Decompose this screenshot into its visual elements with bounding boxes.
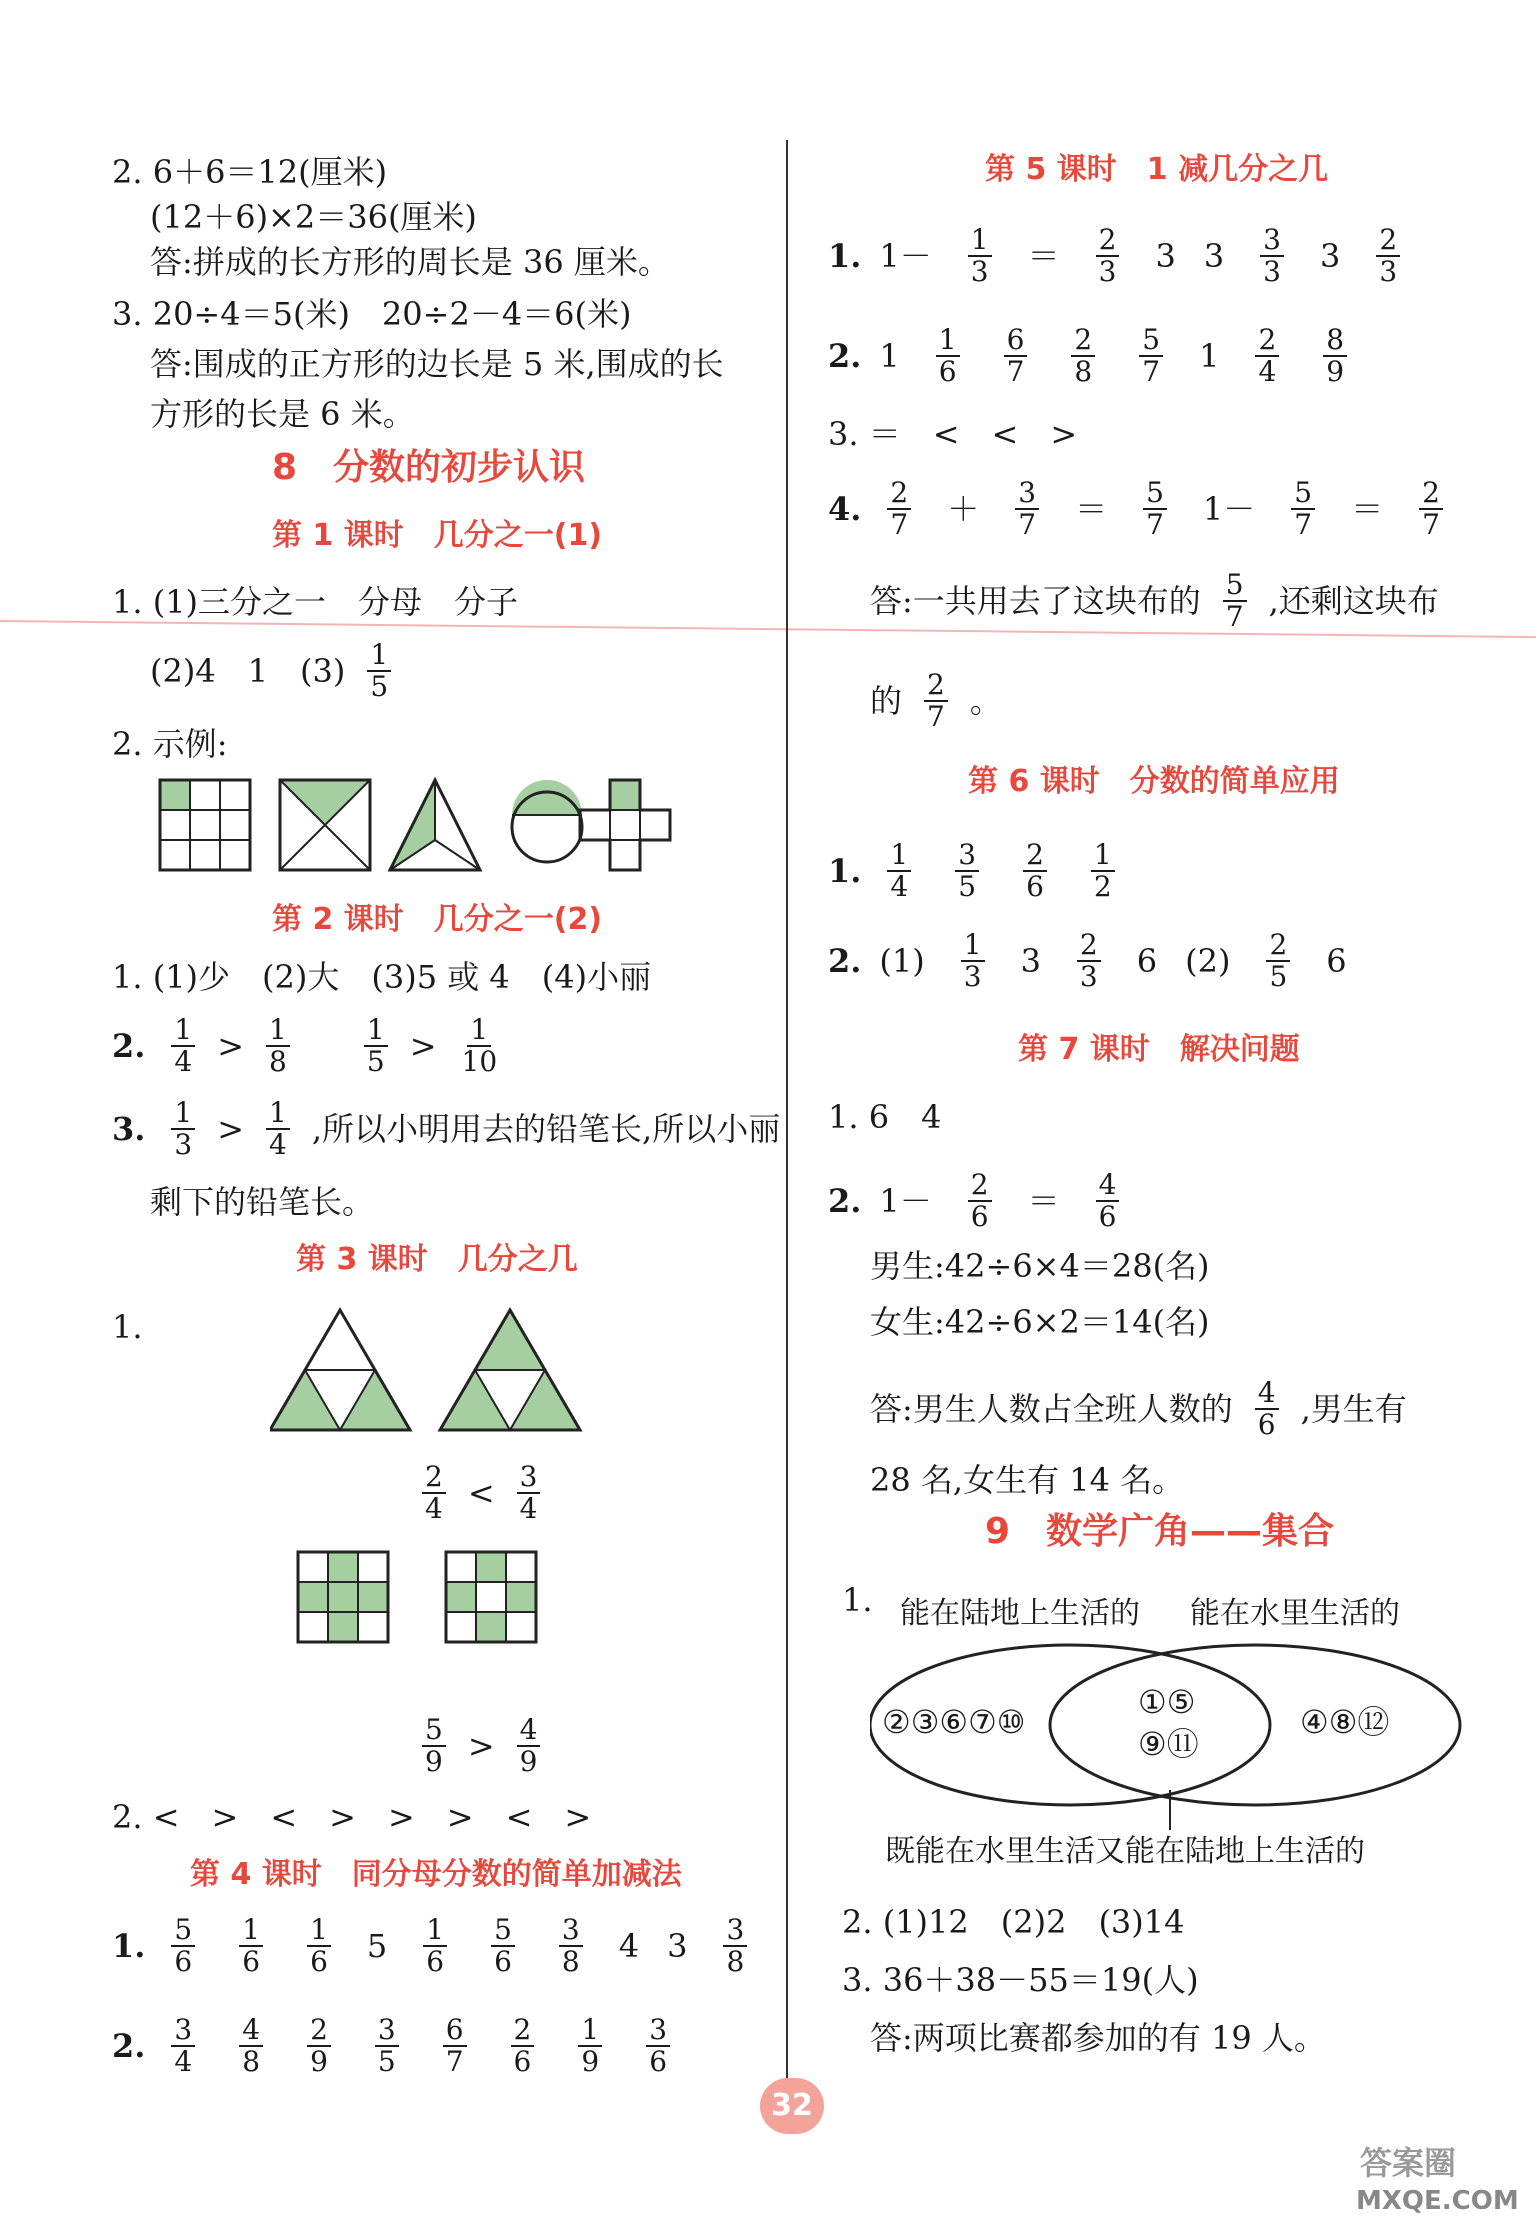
answer-text: ,男生有 xyxy=(1300,1390,1407,1428)
grid-four-ninths xyxy=(446,1552,536,1642)
answer-line: 3. ＝ < < > xyxy=(828,415,1078,453)
denominator: 4 xyxy=(890,870,909,903)
answer-value: 1－ xyxy=(879,237,932,275)
numerator: 3 xyxy=(646,2015,670,2047)
answer-line: 答:两项比赛都参加的有 19 人。 xyxy=(870,2019,1326,2057)
denominator: 6 xyxy=(513,2045,532,2078)
numerator: 1 xyxy=(307,1915,331,1947)
answer-line: 女生:42÷6×2＝14(名) xyxy=(870,1303,1210,1341)
fraction xyxy=(1419,478,1443,540)
answer-line xyxy=(828,325,1369,387)
question-number: 2. xyxy=(828,1182,862,1220)
venn-left-label: 能在陆地上生活的 xyxy=(900,1596,1140,1631)
denominator: 6 xyxy=(494,1945,512,1978)
denominator: 7 xyxy=(1225,600,1244,633)
denominator: 7 xyxy=(890,508,909,541)
split-triangle xyxy=(390,780,480,870)
fraction xyxy=(1255,325,1279,387)
fraction xyxy=(559,1915,583,1977)
unit-title: 8 分数的初步认识 xyxy=(272,447,586,488)
numerator: 3 xyxy=(723,1915,747,1947)
denominator: 7 xyxy=(1422,508,1440,541)
answer-value: (1) xyxy=(879,942,925,980)
greater-than-sign: > xyxy=(409,1027,437,1065)
numerator: 2 xyxy=(1266,930,1290,962)
answer-value: 1 xyxy=(879,337,900,375)
denominator: 6 xyxy=(1098,1200,1117,1233)
answer-line: 男生:42÷6×4＝28(名) xyxy=(870,1247,1210,1285)
fraction xyxy=(367,640,391,702)
fraction xyxy=(646,2015,670,2077)
question-number: 3. xyxy=(112,1110,146,1148)
greater-than-sign: > xyxy=(217,1027,245,1065)
numerator: 1 xyxy=(239,1915,263,1947)
lesson-title: 第 4 课时 同分母分数的简单加减法 xyxy=(190,1857,682,1892)
numerator: 2 xyxy=(1376,225,1400,257)
answer-line xyxy=(828,478,1465,540)
denominator: 7 xyxy=(1006,355,1025,388)
numerator: 6 xyxy=(1004,325,1028,357)
numerator: 2 xyxy=(968,1170,992,1202)
denominator: 3 xyxy=(963,960,982,993)
greater-than-sign: > xyxy=(217,1110,245,1148)
numerator: 4 xyxy=(239,2015,263,2047)
fraction xyxy=(239,2015,263,2077)
numerator: 1 xyxy=(423,1915,447,1947)
comparison xyxy=(400,1462,562,1524)
answer-line: 答:拼成的长方形的周长是 36 厘米。 xyxy=(150,243,670,281)
fraction xyxy=(1091,840,1115,902)
fraction xyxy=(511,2015,535,2077)
fraction xyxy=(422,1715,446,1777)
answer-line xyxy=(828,1170,1141,1232)
answer-line: 3. 20÷4＝5(米) 20÷2－4＝6(米) xyxy=(112,295,632,333)
question-number: 1. xyxy=(112,1927,146,1965)
denominator: 7 xyxy=(1018,508,1037,541)
example-shapes xyxy=(150,775,690,875)
question-number: 2. xyxy=(828,337,862,375)
answer-text: 。 xyxy=(969,682,1002,720)
answer-line xyxy=(112,1015,522,1077)
answer-value: 3 xyxy=(1020,942,1041,980)
denominator: 3 xyxy=(1098,255,1117,288)
denominator: 5 xyxy=(958,870,977,903)
answer-line xyxy=(828,225,1422,287)
answer-line: 1. 6 4 xyxy=(828,1098,942,1136)
question-number: 2. xyxy=(112,1027,146,1065)
answer-text: 答:男生人数占全班人数的 xyxy=(870,1390,1233,1428)
less-than-sign: < xyxy=(467,1474,495,1512)
answer-value: 3 xyxy=(1320,237,1341,275)
answer-value: 5 xyxy=(366,1927,388,1965)
fraction xyxy=(375,2015,399,2077)
denominator: 7 xyxy=(1142,355,1161,388)
fraction xyxy=(723,1915,747,1977)
numerator: 1 xyxy=(887,840,911,872)
numerator: 1 xyxy=(578,2015,602,2047)
water-set-ellipse xyxy=(1050,1645,1460,1805)
answer-line xyxy=(112,1915,769,1977)
numerator: 3 xyxy=(559,1915,583,1947)
unit-title: 9 数学广角——集合 xyxy=(985,1511,1335,1552)
denominator: 5 xyxy=(1269,960,1288,993)
question-number: 2. xyxy=(112,2027,146,2065)
denominator: 6 xyxy=(1026,870,1044,903)
fraction xyxy=(1023,840,1047,902)
fraction xyxy=(968,1170,992,1232)
denominator: 3 xyxy=(970,255,989,288)
numerator: 2 xyxy=(887,478,911,510)
denominator: 9 xyxy=(581,2045,600,2078)
answer-line: 2. < > < > > > < > xyxy=(112,1798,592,1836)
numerator: 8 xyxy=(1323,325,1347,357)
answer-line xyxy=(828,930,1361,992)
denominator: 8 xyxy=(726,1945,745,1978)
numerator: 3 xyxy=(1015,478,1039,510)
answer-value: 1 xyxy=(1199,337,1220,375)
answer-line: 1. (1)三分之一 分母 分子 xyxy=(112,583,519,621)
numerator: 2 xyxy=(1071,325,1095,357)
answer-value: 6 xyxy=(1326,942,1347,980)
fraction xyxy=(1096,1170,1120,1232)
fraction xyxy=(961,930,985,992)
denominator: 5 xyxy=(377,2045,396,2078)
fraction xyxy=(1260,225,1284,287)
answer-line: 方形的长是 6 米。 xyxy=(150,395,415,433)
numerator: 2 xyxy=(422,1462,446,1494)
numerator: 5 xyxy=(1291,478,1315,510)
fraction xyxy=(266,1015,290,1077)
fraction xyxy=(491,1915,515,1977)
denominator: 9 xyxy=(519,1745,538,1778)
numerator: 1 xyxy=(968,225,992,257)
numerator: 1 xyxy=(367,640,391,672)
lesson-title: 第 5 课时 1 减几分之几 xyxy=(985,152,1329,187)
numerator: 3 xyxy=(171,2015,195,2047)
answer-line: 2. (1)12 (2)2 (3)14 xyxy=(842,1903,1185,1941)
numerator: 3 xyxy=(955,840,979,872)
numerator: 6 xyxy=(443,2015,467,2047)
numerator: 2 xyxy=(1023,840,1047,872)
column-divider xyxy=(786,140,788,2120)
denominator: 5 xyxy=(366,1045,385,1078)
grid-square xyxy=(160,780,250,870)
answer-line: 剩下的铅笔长。 xyxy=(150,1183,375,1221)
fraction xyxy=(936,325,960,387)
answer-value: 1－ xyxy=(1202,490,1256,528)
x-square xyxy=(280,780,370,870)
denominator: 10 xyxy=(461,1045,498,1078)
answer-value: ＋ xyxy=(947,490,980,528)
answer-value: 3 xyxy=(1155,237,1176,275)
fraction xyxy=(1291,478,1315,540)
fraction xyxy=(422,1462,446,1524)
answer-value: 4 xyxy=(618,1927,640,1965)
fraction xyxy=(578,2015,602,2077)
fraction xyxy=(955,840,979,902)
denominator: 4 xyxy=(425,1492,443,1525)
fraction xyxy=(1143,478,1167,540)
answer-line xyxy=(870,1378,1407,1440)
fraction xyxy=(1015,478,1039,540)
denominator: 9 xyxy=(425,1745,443,1778)
split-circle xyxy=(512,780,582,862)
answer-line: (12＋6)×2＝36(厘米) xyxy=(150,198,477,236)
numerator: 2 xyxy=(1077,930,1101,962)
question-number: 1. xyxy=(842,1581,873,1619)
answer-line: 2. 6＋6＝12(厘米) xyxy=(112,153,388,191)
question-number: 1. xyxy=(112,1308,143,1346)
triangle-figures xyxy=(270,1305,610,1435)
lesson-title: 第 6 课时 分数的简单应用 xyxy=(968,764,1340,799)
fraction xyxy=(1255,1378,1279,1440)
fraction xyxy=(307,1915,331,1977)
denominator: 9 xyxy=(1326,355,1345,388)
answer-value: ＝ xyxy=(1075,490,1108,528)
answer-value: 6 xyxy=(1136,942,1158,980)
denominator: 7 xyxy=(445,2045,464,2078)
numerator: 5 xyxy=(1143,478,1167,510)
denominator: 6 xyxy=(649,2045,668,2078)
fraction xyxy=(1139,325,1163,387)
greater-than-sign: > xyxy=(467,1727,495,1765)
fraction xyxy=(517,1462,541,1524)
watermark-text: MXQE.COM xyxy=(1356,2186,1519,2216)
denominator: 4 xyxy=(1258,355,1277,388)
answer-value: 1－ xyxy=(879,1182,932,1220)
grid-five-ninths xyxy=(298,1552,388,1642)
numerator: 5 xyxy=(422,1715,446,1747)
venn-right-items: ④⑧⑫ xyxy=(1300,1703,1390,1741)
venn-middle-items: ①⑤ xyxy=(1138,1683,1196,1721)
answer-text: 答:一共用去了这块布的 xyxy=(870,582,1201,620)
cross-shape xyxy=(580,780,670,870)
denominator: 6 xyxy=(1257,1408,1276,1441)
denominator: 3 xyxy=(1263,255,1281,288)
denominator: 4 xyxy=(519,1492,538,1525)
denominator: 3 xyxy=(174,1128,193,1161)
venn-left-items: ②③⑥⑦⑩ xyxy=(882,1703,1026,1741)
answer-value: ＝ xyxy=(1351,490,1384,528)
watermark-logo: 答案圈 xyxy=(1360,2144,1457,2182)
lesson-title: 第 1 课时 几分之一(1) xyxy=(272,518,603,553)
numerator: 1 xyxy=(961,930,985,962)
fraction xyxy=(266,1098,290,1160)
denominator: 6 xyxy=(970,1200,989,1233)
denominator: 3 xyxy=(1079,960,1098,993)
denominator: 6 xyxy=(938,355,957,388)
lesson-title: 第 7 课时 解决问题 xyxy=(1018,1032,1300,1067)
answer-line: 2. 示例: xyxy=(112,725,228,763)
answer-line xyxy=(870,670,1002,732)
comparison xyxy=(400,1715,562,1777)
answer-text: 的 xyxy=(870,682,903,720)
question-number: 4. xyxy=(828,490,862,528)
answer-line xyxy=(828,840,1137,902)
fraction xyxy=(517,1715,541,1777)
answer-line xyxy=(150,640,413,702)
numerator: 5 xyxy=(1139,325,1163,357)
fraction xyxy=(171,1915,195,1977)
numerator: 5 xyxy=(171,1915,195,1947)
numerator: 2 xyxy=(511,2015,535,2047)
numerator: 1 xyxy=(266,1015,290,1047)
denominator: 7 xyxy=(1294,508,1313,541)
numerator: 3 xyxy=(517,1462,541,1494)
question-number: 2. xyxy=(828,942,862,980)
answer-text: ,还剩这块布 xyxy=(1268,582,1439,620)
venn-right-label: 能在水里生活的 xyxy=(1190,1596,1400,1631)
fraction xyxy=(1004,325,1028,387)
answer-text: ,所以小明用去的铅笔长,所以小丽 xyxy=(311,1110,781,1148)
numerator: 1 xyxy=(467,1015,491,1047)
fraction xyxy=(171,1098,195,1160)
fraction xyxy=(1223,570,1247,632)
fraction xyxy=(171,2015,195,2077)
venn-bottom-label: 既能在水里生活又能在陆地上生活的 xyxy=(885,1834,1365,1869)
fraction xyxy=(1077,930,1101,992)
numerator: 4 xyxy=(1255,1378,1279,1410)
fraction xyxy=(887,478,911,540)
fraction xyxy=(364,1015,388,1077)
denominator: 9 xyxy=(310,2045,328,2078)
fraction xyxy=(307,2015,331,2077)
denominator: 4 xyxy=(174,2045,193,2078)
answer-line xyxy=(112,2015,692,2077)
numerator: 2 xyxy=(924,670,948,702)
answer-value: 3 xyxy=(1203,237,1225,275)
answer-line xyxy=(112,1098,780,1160)
fraction xyxy=(443,2015,467,2077)
answer-value: ＝ xyxy=(1027,1182,1060,1220)
fraction xyxy=(1071,325,1095,387)
numerator: 3 xyxy=(375,2015,399,2047)
triangle-three-fourths xyxy=(440,1310,580,1430)
denominator: 7 xyxy=(1146,508,1164,541)
denominator: 8 xyxy=(269,1045,287,1078)
grid-figures xyxy=(296,1550,616,1650)
denominator: 8 xyxy=(561,1945,580,1978)
lesson-title: 第 3 课时 几分之几 xyxy=(296,1242,578,1277)
triangle-two-fourths xyxy=(270,1310,410,1430)
fraction xyxy=(1266,930,1290,992)
numerator: 2 xyxy=(1419,478,1443,510)
fraction xyxy=(1096,225,1120,287)
denominator: 8 xyxy=(1074,355,1093,388)
numerator: 1 xyxy=(936,325,960,357)
numerator: 1 xyxy=(1091,840,1115,872)
fraction xyxy=(887,840,911,902)
denominator: 4 xyxy=(174,1045,193,1078)
denominator: 7 xyxy=(927,700,945,733)
denominator: 8 xyxy=(242,2045,261,2078)
fraction xyxy=(1376,225,1400,287)
denominator: 4 xyxy=(269,1128,287,1161)
numerator: 4 xyxy=(517,1715,541,1747)
fraction xyxy=(423,1915,447,1977)
answer-value: (2) xyxy=(1185,942,1231,980)
question-number: 1. xyxy=(828,852,862,890)
denominator: 5 xyxy=(370,670,389,703)
lesson-title: 第 2 课时 几分之一(2) xyxy=(272,902,603,937)
answer-value: 3 xyxy=(667,1927,688,1965)
answer-line xyxy=(870,570,1439,632)
numerator: 1 xyxy=(364,1015,388,1047)
numerator: 1 xyxy=(171,1098,195,1130)
denominator: 6 xyxy=(242,1945,261,1978)
numerator: 5 xyxy=(491,1915,515,1947)
numerator: 5 xyxy=(1223,570,1247,602)
numerator: 1 xyxy=(266,1098,290,1130)
numerator: 2 xyxy=(1096,225,1120,257)
fraction xyxy=(459,1015,501,1077)
page-number: 32 xyxy=(760,2078,824,2134)
question-number: 1. xyxy=(828,237,862,275)
numerator: 3 xyxy=(1260,225,1284,257)
numerator: 4 xyxy=(1096,1170,1120,1202)
fraction xyxy=(1323,325,1347,387)
denominator: 6 xyxy=(310,1945,328,1978)
denominator: 2 xyxy=(1093,870,1112,903)
fraction xyxy=(239,1915,263,1977)
numerator: 2 xyxy=(1255,325,1279,357)
answer-line: 答:围成的正方形的边长是 5 米,围成的长 xyxy=(150,345,724,383)
denominator: 6 xyxy=(426,1945,445,1978)
answer-value: ＝ xyxy=(1027,237,1060,275)
answer-line: 1. (1)少 (2)大 (3)5 或 4 (4)小丽 xyxy=(112,958,652,996)
numerator: 1 xyxy=(171,1015,195,1047)
numerator: 2 xyxy=(307,2015,331,2047)
fraction xyxy=(968,225,992,287)
denominator: 6 xyxy=(174,1945,193,1978)
venn-middle-items: ⑨⑪ xyxy=(1138,1725,1199,1763)
fraction xyxy=(924,670,948,732)
denominator: 3 xyxy=(1379,255,1398,288)
answer-text: (2)4 1 (3) xyxy=(150,652,346,690)
fraction xyxy=(171,1015,195,1077)
answer-line: 28 名,女生有 14 名。 xyxy=(870,1461,1185,1499)
answer-line: 3. 36＋38－55＝19(人) xyxy=(842,1961,1199,1999)
